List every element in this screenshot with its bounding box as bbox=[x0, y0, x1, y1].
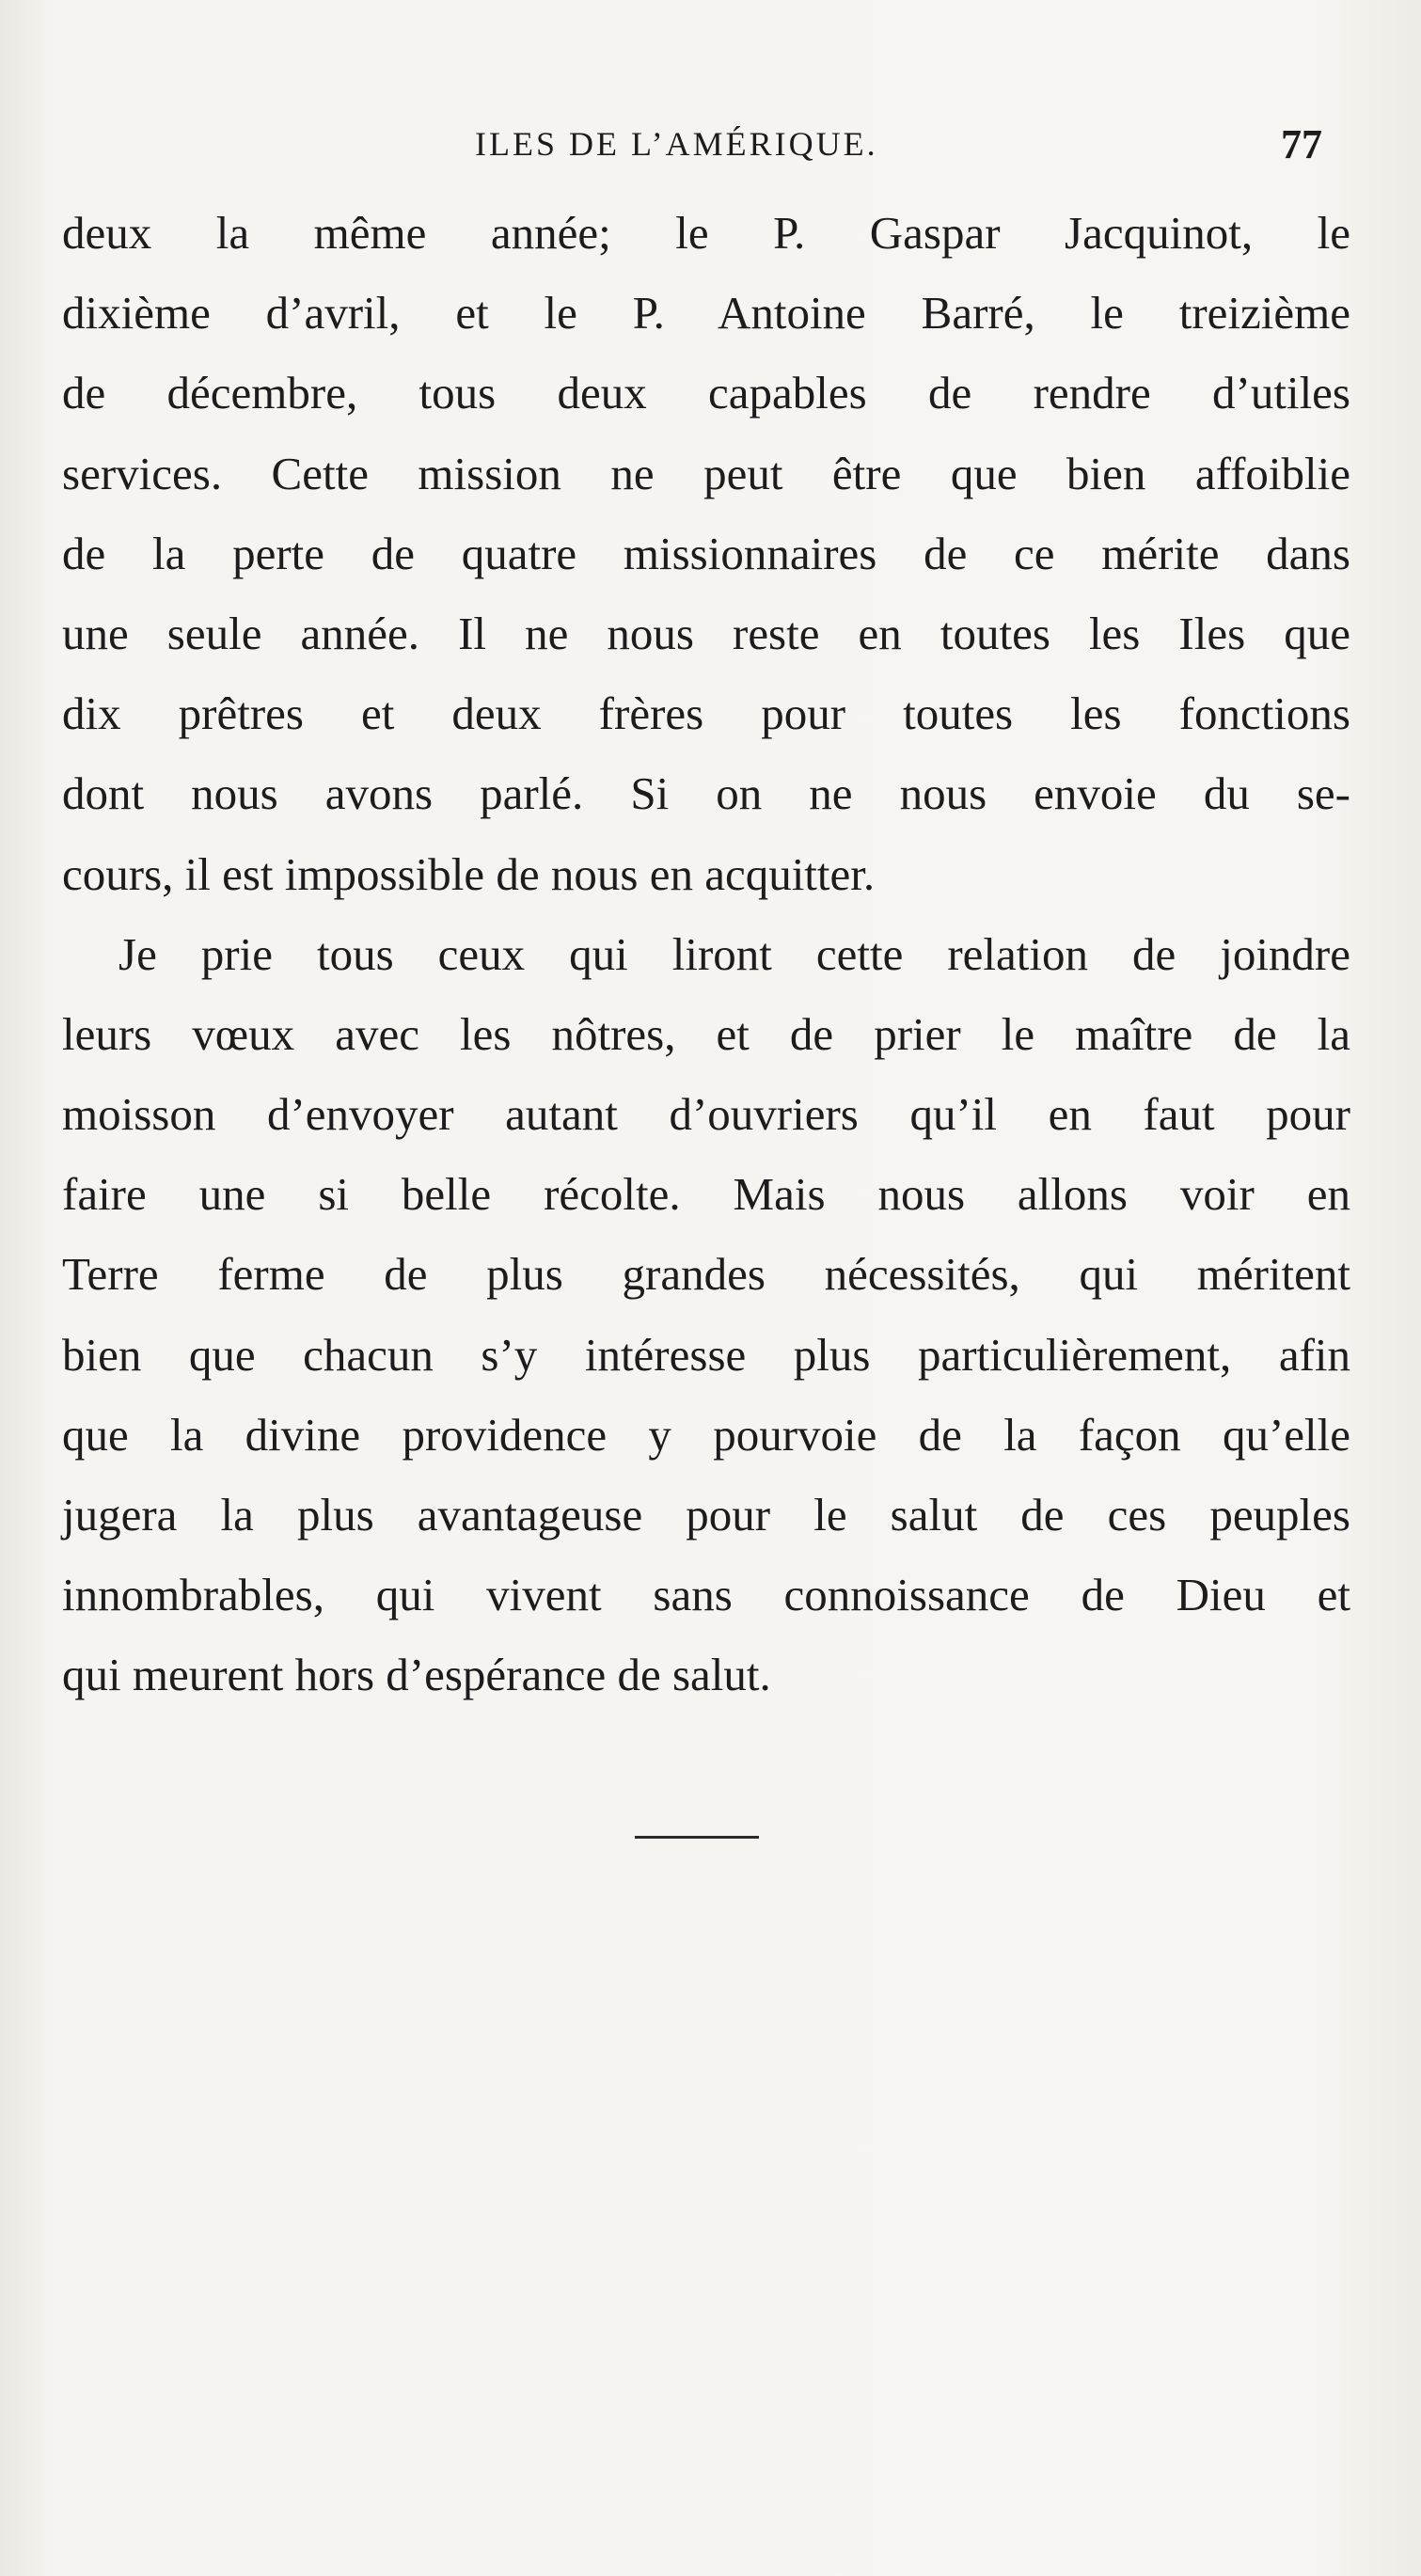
text-line: innombrables, qui vivent sans connoissance de Dieu et bbox=[62, 1569, 1350, 1621]
paragraph-2 bbox=[62, 914, 1350, 1715]
page-number: 77 bbox=[1281, 121, 1322, 167]
text-line: moisson d’envoyer autant d’ouvriers qu’il en faut pour bbox=[62, 1088, 1350, 1141]
paragraph-1 bbox=[62, 193, 1350, 914]
text-line: que la divine providence y pourvoie de la façon qu’elle bbox=[62, 1408, 1350, 1461]
text-line: de la perte de quatre missionnaires de ce mérite dans bbox=[62, 527, 1350, 579]
running-head bbox=[0, 120, 1421, 177]
text-line: jugera la plus avantageuse pour le salut de ces peuples bbox=[62, 1489, 1350, 1541]
text-line: Je prie tous ceux qui liront cette relation de joindre bbox=[118, 927, 1350, 980]
text-line: deux la même année; le P. Gaspar Jacquinot, le bbox=[62, 207, 1350, 259]
text-line: services. Cette mission ne peut être que bien affoiblie bbox=[62, 447, 1350, 499]
text-line: faire une si belle récolte. Mais nous allons voir en bbox=[62, 1168, 1350, 1221]
text-line: leurs vœux avec les nôtres, et de prier le maître de la bbox=[62, 1007, 1350, 1060]
text-line: de décembre, tous deux capables de rendre d’utiles bbox=[62, 367, 1350, 419]
text-line: cours, il est impossible de nous en acquitter. bbox=[62, 847, 876, 900]
text-line: dont nous avons parlé. Si on ne nous envoie du se- bbox=[62, 767, 1350, 820]
text-line: dixième d’avril, et le P. Antoine Barré, le treizième bbox=[62, 287, 1350, 340]
section-end-rule bbox=[635, 1836, 759, 1839]
text-line: dix prêtres et deux frères pour toutes les fonctions bbox=[62, 687, 1350, 740]
running-title: ILES DE L’AMÉRIQUE. bbox=[475, 125, 878, 163]
text-line: Terre ferme de plus grandes nécessités, qui méritent bbox=[62, 1248, 1350, 1301]
body-text bbox=[62, 193, 1350, 1715]
text-line: bien que chacun s’y intéresse plus particulièrement, afin bbox=[62, 1328, 1350, 1381]
text-line: une seule année. Il ne nous reste en toutes les Iles que bbox=[62, 607, 1350, 659]
text-line: qui meurent hors d’espérance de salut. bbox=[62, 1649, 771, 1701]
